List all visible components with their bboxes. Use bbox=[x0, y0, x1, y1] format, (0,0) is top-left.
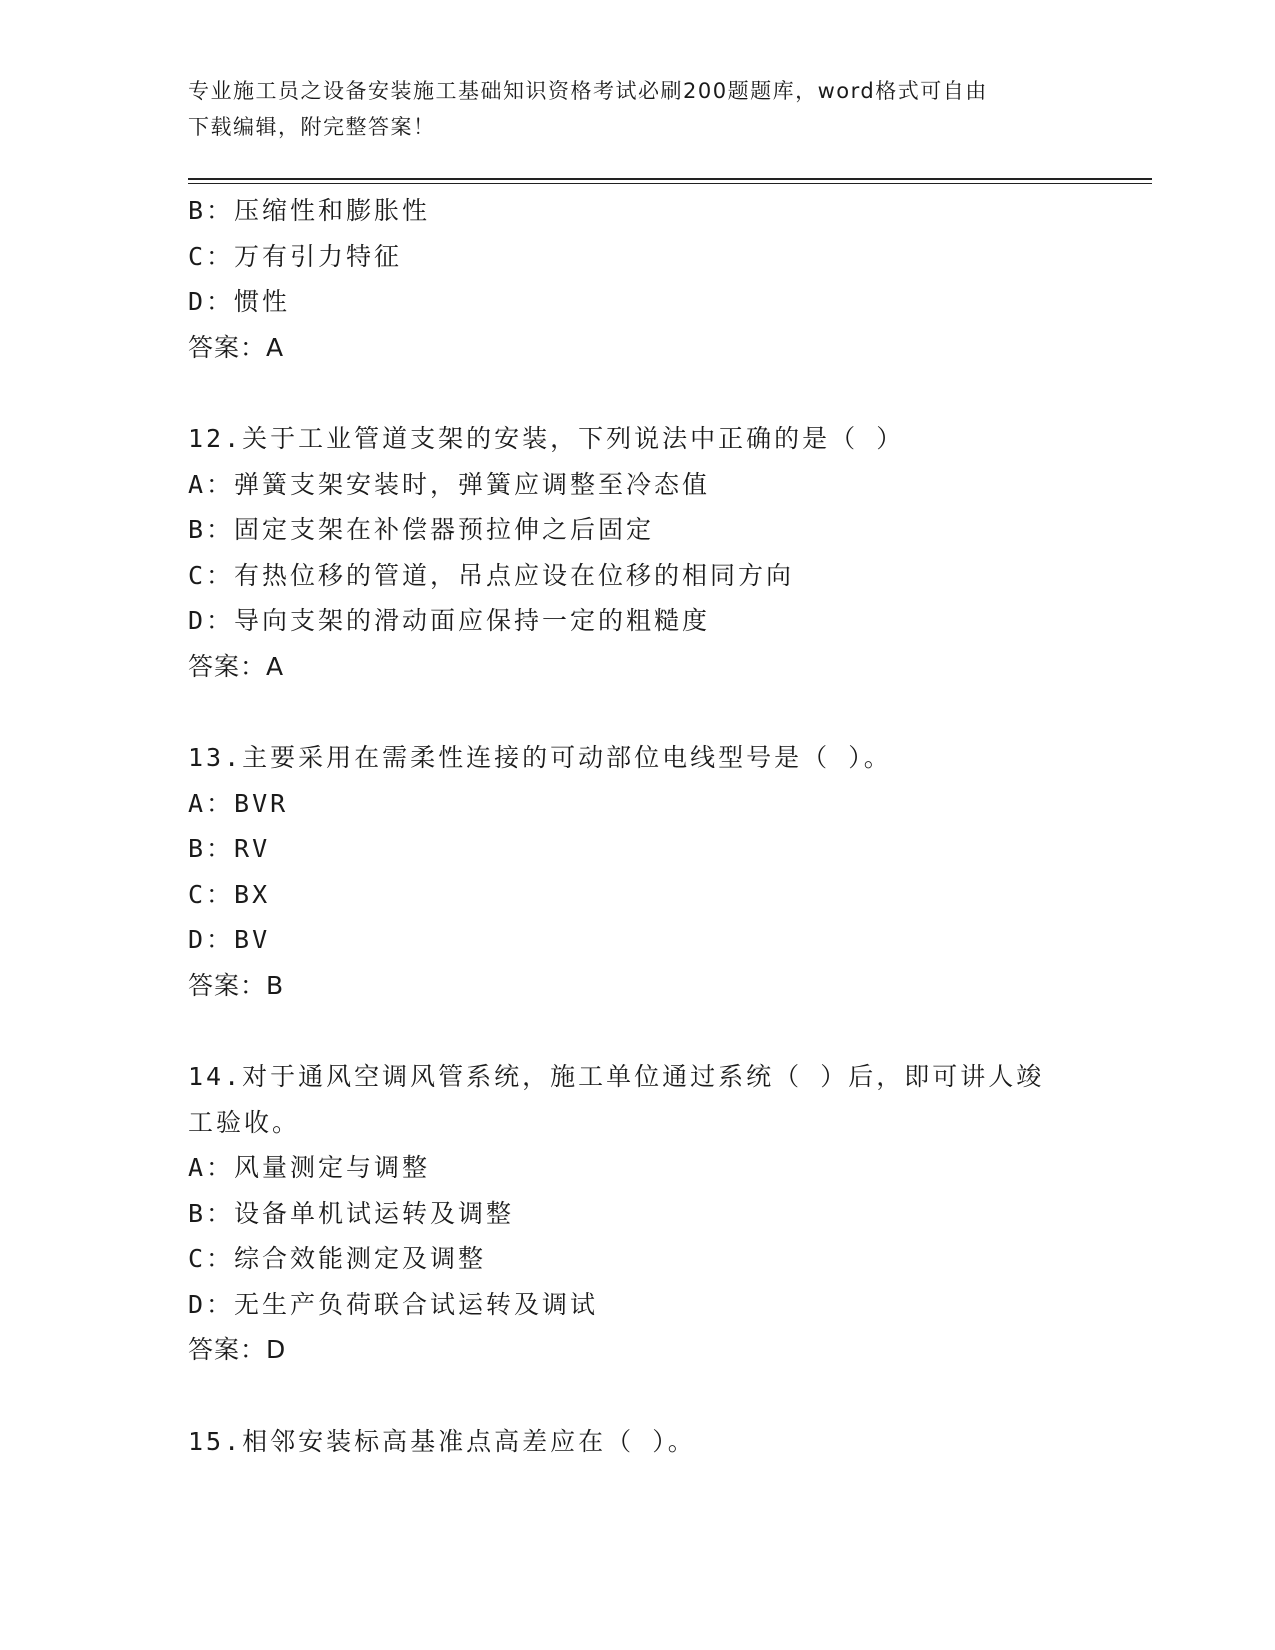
option-b: B：固定支架在补偿器预拉伸之后固定 bbox=[188, 515, 655, 544]
spacer bbox=[188, 1008, 1088, 1054]
question-text-line-2: 工验收。 bbox=[188, 1107, 301, 1137]
option-d: D：惯性 bbox=[188, 287, 291, 316]
option-c: C：综合效能测定及调整 bbox=[188, 1244, 487, 1273]
option-d: D：导向支架的滑动面应保持一定的粗糙度 bbox=[188, 606, 711, 635]
option-b: B：压缩性和膨胀性 bbox=[188, 196, 431, 225]
option-b: B：RV bbox=[188, 834, 271, 863]
spacer bbox=[188, 689, 1088, 735]
option-c: C：BX bbox=[188, 879, 271, 909]
option-c: C：万有引力特征 bbox=[188, 241, 403, 271]
option-c: C：有热位移的管道，吊点应设在位移的相同方向 bbox=[188, 560, 795, 590]
question-text: 15.相邻安装标高基准点高差应在（ ）。 bbox=[188, 1426, 696, 1456]
answer-line: 答案：D bbox=[188, 1335, 287, 1364]
question-text: 13.主要采用在需柔性连接的可动部位电线型号是（ ）。 bbox=[188, 743, 892, 772]
option-d: D：BV bbox=[188, 925, 271, 954]
header-line-1: 专业施工员之设备安装施工基础知识资格考试必刷200题题库，word格式可自由 bbox=[188, 79, 988, 103]
question-block-prev bbox=[188, 188, 1088, 370]
option-d: D：无生产负荷联合试运转及调试 bbox=[188, 1289, 599, 1319]
option-a: A：BVR bbox=[188, 788, 289, 818]
header-divider-thin bbox=[188, 183, 1152, 184]
option-a: A：风量测定与调整 bbox=[188, 1153, 431, 1182]
header-line-2: 下载编辑，附完整答案！ bbox=[188, 115, 436, 139]
question-block-14 bbox=[188, 1054, 1088, 1373]
answer-line: 答案：A bbox=[188, 651, 285, 681]
question-block-15 bbox=[188, 1419, 1088, 1465]
question-text: 12.关于工业管道支架的安装，下列说法中正确的是（ ） bbox=[188, 424, 905, 453]
option-b: B：设备单机试运转及调整 bbox=[188, 1198, 515, 1228]
document-header bbox=[188, 73, 1088, 145]
answer-line: 答案：A bbox=[188, 332, 285, 362]
question-block-12 bbox=[188, 416, 1088, 689]
header-divider-thick bbox=[188, 178, 1152, 180]
question-list bbox=[188, 188, 1088, 1464]
question-text-line-1: 14.对于通风空调风管系统，施工单位通过系统（ ）后，即可讲人竣 bbox=[188, 1062, 1045, 1091]
option-a: A：弹簧支架安装时，弹簧应调整至冷态值 bbox=[188, 469, 711, 499]
spacer bbox=[188, 1373, 1088, 1419]
spacer bbox=[188, 370, 1088, 416]
question-block-13 bbox=[188, 735, 1088, 1008]
answer-line: 答案：B bbox=[188, 970, 285, 1000]
